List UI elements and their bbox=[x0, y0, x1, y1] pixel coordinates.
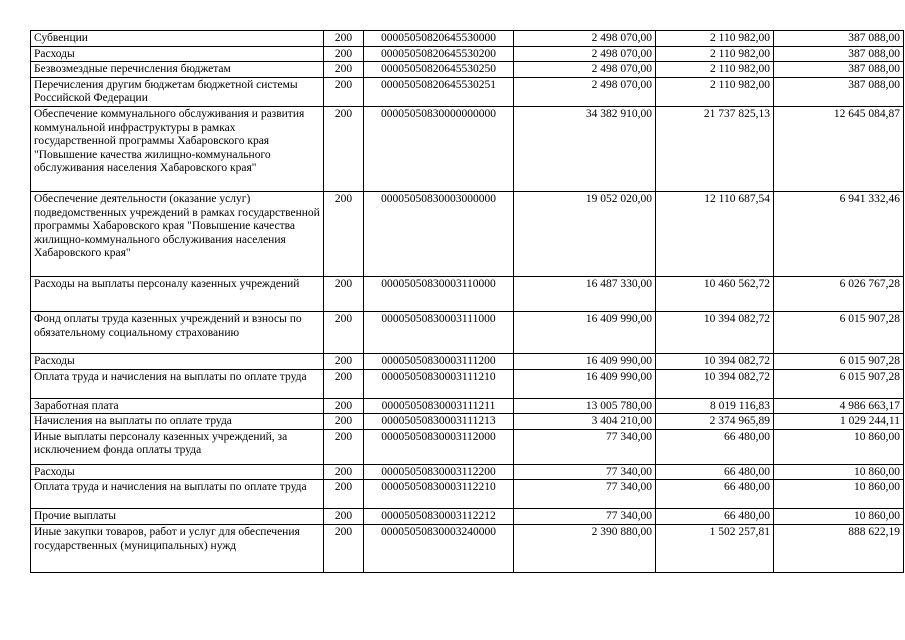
row-code-cell: 200 bbox=[324, 480, 364, 509]
row-kbk-cell: 00005050820645530251 bbox=[364, 77, 514, 106]
row-code-cell: 200 bbox=[324, 276, 364, 311]
table-row bbox=[31, 276, 904, 311]
row-executed-cell: 2 110 982,00 bbox=[656, 62, 774, 78]
table-row bbox=[31, 369, 904, 398]
row-executed-cell: 2 110 982,00 bbox=[656, 77, 774, 106]
table-row bbox=[31, 106, 904, 191]
row-kbk-cell: 00005050830003112200 bbox=[364, 464, 514, 480]
row-code-cell: 200 bbox=[324, 464, 364, 480]
budget-execution-table bbox=[30, 30, 904, 573]
row-executed-cell: 10 394 082,72 bbox=[656, 369, 774, 398]
row-remaining-cell: 1 029 244,11 bbox=[774, 414, 904, 430]
row-kbk-cell: 00005050830003000000 bbox=[364, 191, 514, 276]
row-code-cell: 200 bbox=[324, 369, 364, 398]
row-approved-cell: 77 340,00 bbox=[514, 480, 656, 509]
row-name-cell: Фонд оплаты труда казенных учреждений и взносы по обязательному социальному страхованию bbox=[31, 311, 324, 353]
row-remaining-cell: 387 088,00 bbox=[774, 46, 904, 62]
row-remaining-cell: 10 860,00 bbox=[774, 429, 904, 464]
row-remaining-cell: 387 088,00 bbox=[774, 77, 904, 106]
row-executed-cell: 10 460 562,72 bbox=[656, 276, 774, 311]
row-code-cell: 200 bbox=[324, 191, 364, 276]
row-remaining-cell: 387 088,00 bbox=[774, 62, 904, 78]
row-name-cell: Безвозмездные перечисления бюджетам bbox=[31, 62, 324, 78]
row-name-cell: Оплата труда и начисления на выплаты по оплате труда bbox=[31, 369, 324, 398]
row-kbk-cell: 00005050830003110000 bbox=[364, 276, 514, 311]
row-remaining-cell: 6 015 907,28 bbox=[774, 369, 904, 398]
row-remaining-cell: 6 941 332,46 bbox=[774, 191, 904, 276]
row-approved-cell: 2 498 070,00 bbox=[514, 77, 656, 106]
row-kbk-cell: 00005050830003111211 bbox=[364, 398, 514, 414]
row-name-cell: Субвенции bbox=[31, 31, 324, 47]
row-approved-cell: 2 390 880,00 bbox=[514, 524, 656, 572]
row-code-cell: 200 bbox=[324, 311, 364, 353]
row-approved-cell: 13 005 780,00 bbox=[514, 398, 656, 414]
row-executed-cell: 2 110 982,00 bbox=[656, 46, 774, 62]
table-row bbox=[31, 509, 904, 525]
row-kbk-cell: 00005050830003111210 bbox=[364, 369, 514, 398]
row-name-cell: Начисления на выплаты по оплате труда bbox=[31, 414, 324, 430]
table-row bbox=[31, 353, 904, 369]
row-executed-cell: 10 394 082,72 bbox=[656, 353, 774, 369]
table-row bbox=[31, 398, 904, 414]
table-row bbox=[31, 429, 904, 464]
row-approved-cell: 2 498 070,00 bbox=[514, 46, 656, 62]
row-approved-cell: 2 498 070,00 bbox=[514, 62, 656, 78]
table-row bbox=[31, 31, 904, 47]
row-executed-cell: 66 480,00 bbox=[656, 429, 774, 464]
row-executed-cell: 2 374 965,89 bbox=[656, 414, 774, 430]
row-remaining-cell: 12 645 084,87 bbox=[774, 106, 904, 191]
row-kbk-cell: 00005050830003111000 bbox=[364, 311, 514, 353]
row-executed-cell: 10 394 082,72 bbox=[656, 311, 774, 353]
row-name-cell: Расходы на выплаты персоналу казенных учреждений bbox=[31, 276, 324, 311]
table-row bbox=[31, 46, 904, 62]
row-code-cell: 200 bbox=[324, 414, 364, 430]
row-remaining-cell: 6 026 767,28 bbox=[774, 276, 904, 311]
row-code-cell: 200 bbox=[324, 31, 364, 47]
table-body bbox=[31, 31, 904, 573]
row-kbk-cell: 00005050820645530200 bbox=[364, 46, 514, 62]
row-name-cell: Расходы bbox=[31, 46, 324, 62]
row-kbk-cell: 00005050830000000000 bbox=[364, 106, 514, 191]
row-remaining-cell: 4 986 663,17 bbox=[774, 398, 904, 414]
row-kbk-cell: 00005050830003112210 bbox=[364, 480, 514, 509]
row-approved-cell: 16 409 990,00 bbox=[514, 353, 656, 369]
row-approved-cell: 2 498 070,00 bbox=[514, 31, 656, 47]
row-executed-cell: 66 480,00 bbox=[656, 480, 774, 509]
row-remaining-cell: 10 860,00 bbox=[774, 480, 904, 509]
row-code-cell: 200 bbox=[324, 353, 364, 369]
row-approved-cell: 3 404 210,00 bbox=[514, 414, 656, 430]
row-approved-cell: 34 382 910,00 bbox=[514, 106, 656, 191]
row-kbk-cell: 00005050830003112212 bbox=[364, 509, 514, 525]
row-code-cell: 200 bbox=[324, 106, 364, 191]
row-name-cell: Иные закупки товаров, работ и услуг для обеспечения государственных (муниципальных) нужд bbox=[31, 524, 324, 572]
row-remaining-cell: 6 015 907,28 bbox=[774, 311, 904, 353]
row-name-cell: Расходы bbox=[31, 353, 324, 369]
row-code-cell: 200 bbox=[324, 46, 364, 62]
row-approved-cell: 77 340,00 bbox=[514, 464, 656, 480]
row-remaining-cell: 888 622,19 bbox=[774, 524, 904, 572]
table-row bbox=[31, 414, 904, 430]
row-remaining-cell: 387 088,00 bbox=[774, 31, 904, 47]
table-row bbox=[31, 464, 904, 480]
row-approved-cell: 19 052 020,00 bbox=[514, 191, 656, 276]
row-code-cell: 200 bbox=[324, 429, 364, 464]
row-name-cell: Обеспечение деятельности (оказание услуг) подведомственных учреждений в рамках государственной программы Хабаровского края "Повышение качества жилищно-коммунального обслуживания населения Хабаровского края" bbox=[31, 191, 324, 276]
row-executed-cell: 1 502 257,81 bbox=[656, 524, 774, 572]
row-executed-cell: 66 480,00 bbox=[656, 464, 774, 480]
row-code-cell: 200 bbox=[324, 509, 364, 525]
row-approved-cell: 77 340,00 bbox=[514, 429, 656, 464]
row-remaining-cell: 10 860,00 bbox=[774, 464, 904, 480]
row-approved-cell: 16 409 990,00 bbox=[514, 311, 656, 353]
row-code-cell: 200 bbox=[324, 62, 364, 78]
table-row bbox=[31, 62, 904, 78]
row-executed-cell: 12 110 687,54 bbox=[656, 191, 774, 276]
table-row bbox=[31, 311, 904, 353]
row-name-cell: Расходы bbox=[31, 464, 324, 480]
row-code-cell: 200 bbox=[324, 398, 364, 414]
row-approved-cell: 77 340,00 bbox=[514, 509, 656, 525]
row-executed-cell: 66 480,00 bbox=[656, 509, 774, 525]
row-code-cell: 200 bbox=[324, 77, 364, 106]
row-approved-cell: 16 409 990,00 bbox=[514, 369, 656, 398]
row-remaining-cell: 10 860,00 bbox=[774, 509, 904, 525]
row-executed-cell: 8 019 116,83 bbox=[656, 398, 774, 414]
row-name-cell: Заработная плата bbox=[31, 398, 324, 414]
row-kbk-cell: 00005050830003111213 bbox=[364, 414, 514, 430]
row-name-cell: Иные выплаты персоналу казенных учреждений, за исключением фонда оплаты труда bbox=[31, 429, 324, 464]
row-name-cell: Оплата труда и начисления на выплаты по оплате труда bbox=[31, 480, 324, 509]
row-name-cell: Перечисления другим бюджетам бюджетной системы Российской Федерации bbox=[31, 77, 324, 106]
row-executed-cell: 21 737 825,13 bbox=[656, 106, 774, 191]
row-remaining-cell: 6 015 907,28 bbox=[774, 353, 904, 369]
row-code-cell: 200 bbox=[324, 524, 364, 572]
row-approved-cell: 16 487 330,00 bbox=[514, 276, 656, 311]
row-name-cell: Обеспечение коммунального обслуживания и развития коммунальной инфраструктуры в рамках государственной программы Хабаровского края "Повышение качества жилищно-коммунального обслуживания населения Хабаровского края" bbox=[31, 106, 324, 191]
row-name-cell: Прочие выплаты bbox=[31, 509, 324, 525]
row-kbk-cell: 00005050830003112000 bbox=[364, 429, 514, 464]
table-row bbox=[31, 191, 904, 276]
table-row bbox=[31, 77, 904, 106]
row-kbk-cell: 00005050830003240000 bbox=[364, 524, 514, 572]
row-kbk-cell: 00005050820645530000 bbox=[364, 31, 514, 47]
row-kbk-cell: 00005050820645530250 bbox=[364, 62, 514, 78]
row-executed-cell: 2 110 982,00 bbox=[656, 31, 774, 47]
row-kbk-cell: 00005050830003111200 bbox=[364, 353, 514, 369]
table-row bbox=[31, 524, 904, 572]
table-row bbox=[31, 480, 904, 509]
